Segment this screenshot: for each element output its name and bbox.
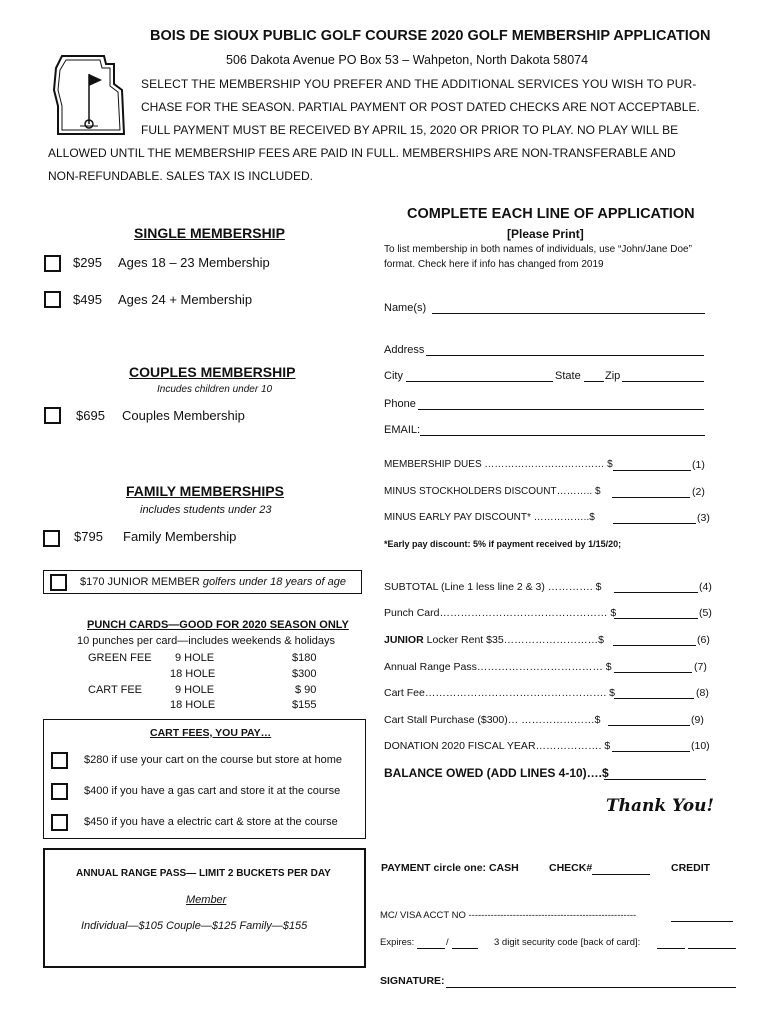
zip-field[interactable] — [622, 381, 704, 382]
fee-line-7-number: (7) — [694, 661, 707, 673]
signature-label: SIGNATURE: — [380, 975, 445, 987]
family-label: Family Membership — [123, 529, 237, 544]
phone-field[interactable] — [418, 409, 704, 410]
security-code-field[interactable] — [657, 948, 685, 949]
fee-line-8-number: (8) — [696, 687, 709, 699]
family-price: $795 — [74, 529, 103, 544]
fee-line-6-field[interactable] — [613, 645, 696, 646]
single-18-23-price: $295 — [73, 255, 102, 270]
single-18-23-label: Ages 18 – 23 Membership — [118, 255, 270, 270]
cart-fees-heading: CART FEES, YOU PAY… — [150, 727, 272, 739]
zip-label: Zip — [605, 370, 621, 382]
expires-month-field[interactable] — [417, 948, 445, 949]
application-subheading: [Please Print] — [507, 227, 584, 241]
fee-line-2-number: (2) — [692, 486, 705, 498]
cart-fee-450-checkbox[interactable] — [51, 814, 68, 831]
payment-method-label: PAYMENT circle one: CASH — [381, 862, 519, 874]
range-pass-prices: Individual—$105 Couple—$125 Family—$155 — [81, 920, 308, 932]
fee-line-8-field[interactable] — [614, 698, 694, 699]
fee-line-4-label: SUBTOTAL (Line 1 less line 2 & 3) …………. $ — [384, 581, 602, 593]
intro-line: CHASE FOR THE SEASON. PARTIAL PAYMENT OR POST DATED CHECKS ARE NOT ACCEPTABLE. — [141, 100, 700, 114]
punch-holes: 18 HOLE — [170, 699, 216, 711]
fee-line-6-label: JUNIOR Locker Rent $35………………………$ — [384, 634, 604, 646]
punch-price: $180 — [292, 652, 317, 664]
family-note: includes students under 23 — [140, 504, 272, 516]
punch-price: $300 — [292, 668, 317, 680]
intro-line: NON-REFUNDABLE. SALES TAX IS INCLUDED. — [48, 169, 313, 183]
phone-label: Phone — [384, 398, 416, 410]
fee-line-7-label: Annual Range Pass……………………………… $ — [384, 661, 612, 673]
single-24-plus-checkbox[interactable] — [44, 291, 61, 308]
page-title: BOIS DE SIOUX PUBLIC GOLF COURSE 2020 GOLF MEMBERSHIP APPLICATION — [150, 28, 711, 44]
couples-membership-heading: COUPLES MEMBERSHIP — [129, 364, 296, 380]
punch-fee-type: GREEN FEE — [88, 652, 152, 664]
punch-fee-type: CART FEE — [88, 684, 142, 696]
balance-owed-label: BALANCE OWED (ADD LINES 4-10)….$ — [384, 766, 609, 780]
junior-label: $170 JUNIOR MEMBER golfers under 18 years of age — [80, 576, 346, 588]
range-pass-member-label: Member — [186, 894, 227, 906]
fee-line-6-number: (6) — [697, 634, 710, 646]
fee-line-10-number: (10) — [691, 740, 710, 752]
card-account-label: MC/ VISA ACCT NO ----------------------------------------------------- — [380, 910, 637, 921]
city-field[interactable] — [406, 381, 553, 382]
check-number-field[interactable] — [592, 874, 650, 875]
application-instructions: To list membership in both names of individuals, use “John/Jane Doe” — [384, 244, 692, 255]
fee-line-9-number: (9) — [691, 714, 704, 726]
single-membership-heading: SINGLE MEMBERSHIP — [134, 225, 285, 241]
name-label: Name(s) — [384, 302, 427, 314]
punch-price: $155 — [292, 699, 317, 711]
junior-checkbox[interactable] — [50, 574, 67, 591]
fee-line-9-label: Cart Stall Purchase ($300)… …………………$ — [384, 714, 601, 726]
state-label: State — [555, 370, 581, 382]
single-24-plus-price: $495 — [73, 292, 102, 307]
early-pay-note: *Early pay discount: 5% if payment received by 1/15/20; — [384, 539, 622, 549]
course-address: 506 Dakota Avenue PO Box 53 – Wahpeton, North Dakota 58074 — [226, 53, 589, 67]
punch-holes: 9 HOLE — [175, 684, 215, 696]
range-pass-heading: ANNUAL RANGE PASS— LIMIT 2 BUCKETS PER DAY — [76, 868, 331, 879]
couples-checkbox[interactable] — [44, 407, 61, 424]
fee-line-2-field[interactable] — [612, 497, 690, 498]
fee-line-10-field[interactable] — [612, 751, 690, 752]
fee-line-3-label: MINUS EARLY PAY DISCOUNT* ……………..$ — [384, 512, 595, 523]
intro-line: SELECT THE MEMBERSHIP YOU PREFER AND THE ADDITIONAL SERVICES YOU WISH TO PUR- — [141, 77, 697, 91]
cart-fee-400-label: $400 if you have a gas cart and store it at the course — [84, 785, 341, 797]
fee-line-9-field[interactable] — [608, 725, 690, 726]
application-instructions: format. Check here if info has changed from 2019 — [384, 259, 604, 270]
address-field[interactable] — [426, 355, 704, 356]
fee-line-8-label: Cart Fee……………………………………………. $ — [384, 687, 616, 699]
single-24-plus-label: Ages 24 + Membership — [118, 292, 253, 307]
email-field[interactable] — [420, 435, 705, 436]
balance-owed-field[interactable] — [604, 779, 706, 780]
family-membership-heading: FAMILY MEMBERSHIPS — [126, 483, 284, 499]
fee-line-7-field[interactable] — [614, 672, 692, 673]
punch-cards-subheading: 10 punches per card—includes weekends & holidays — [77, 635, 336, 647]
thank-you-text: Thank You! — [606, 796, 714, 816]
fee-line-1-field[interactable] — [613, 470, 691, 471]
punch-price: $ 90 — [295, 684, 317, 696]
punch-holes: 9 HOLE — [175, 652, 215, 664]
fee-line-2-label: MINUS STOCKHOLDERS DISCOUNT……….. $ — [384, 486, 601, 497]
punch-cards-heading: PUNCH CARDS—GOOD FOR 2020 SEASON ONLY — [87, 619, 349, 631]
fee-line-4-number: (4) — [699, 581, 712, 593]
city-label: City — [384, 370, 403, 382]
fee-line-3-number: (3) — [697, 512, 710, 524]
single-18-23-checkbox[interactable] — [44, 255, 61, 272]
course-logo — [44, 50, 134, 140]
security-code-field-extra[interactable] — [688, 948, 736, 949]
fee-line-1-number: (1) — [692, 459, 705, 471]
range-pass-box — [43, 848, 366, 968]
security-code-label: 3 digit security code [back of card]: — [494, 937, 641, 948]
cart-fee-450-label: $450 if you have a electric cart & store at the course — [84, 816, 338, 828]
couples-note: Incudes children under 10 — [157, 384, 273, 395]
payment-check-label[interactable]: CHECK# — [549, 862, 593, 874]
punch-holes: 18 HOLE — [170, 668, 216, 680]
expires-label: Expires: — [380, 937, 415, 948]
state-field[interactable] — [584, 381, 604, 382]
fee-line-5-label: Punch Card………………………………………… $ — [384, 607, 617, 619]
family-checkbox[interactable] — [43, 530, 60, 547]
address-label: Address — [384, 344, 425, 356]
fee-line-5-field[interactable] — [614, 618, 698, 619]
fee-line-5-number: (5) — [699, 607, 712, 619]
payment-credit-label[interactable]: CREDIT — [671, 862, 711, 874]
expires-separator: / — [446, 937, 449, 948]
cart-fee-280-checkbox[interactable] — [51, 752, 68, 769]
card-account-field[interactable] — [671, 921, 733, 922]
fee-line-1-label: MEMBERSHIP DUES ……………………………… $ — [384, 459, 613, 470]
email-label: EMAIL: — [384, 424, 421, 436]
couples-price: $695 — [76, 408, 105, 423]
application-heading: COMPLETE EACH LINE OF APPLICATION — [407, 206, 695, 222]
cart-fee-400-checkbox[interactable] — [51, 783, 68, 800]
fee-line-10-label: DONATION 2020 FISCAL YEAR………………. $ — [384, 740, 611, 752]
intro-line: ALLOWED UNTIL THE MEMBERSHIP FEES ARE PAID IN FULL. MEMBERSHIPS ARE NON-TRANSFERABLE AND — [48, 146, 676, 160]
signature-field[interactable] — [446, 987, 736, 988]
fee-line-3-field[interactable] — [613, 523, 696, 524]
name-field[interactable] — [432, 313, 705, 314]
cart-fee-280-label: $280 if use your cart on the course but store at home — [84, 754, 343, 766]
intro-line: FULL PAYMENT MUST BE RECEIVED BY APRIL 15, 2020 OR PRIOR TO PLAY. NO PLAY WILL BE — [141, 123, 679, 137]
couples-label: Couples Membership — [122, 408, 245, 423]
fee-line-4-field[interactable] — [614, 592, 698, 593]
expires-year-field[interactable] — [452, 948, 478, 949]
